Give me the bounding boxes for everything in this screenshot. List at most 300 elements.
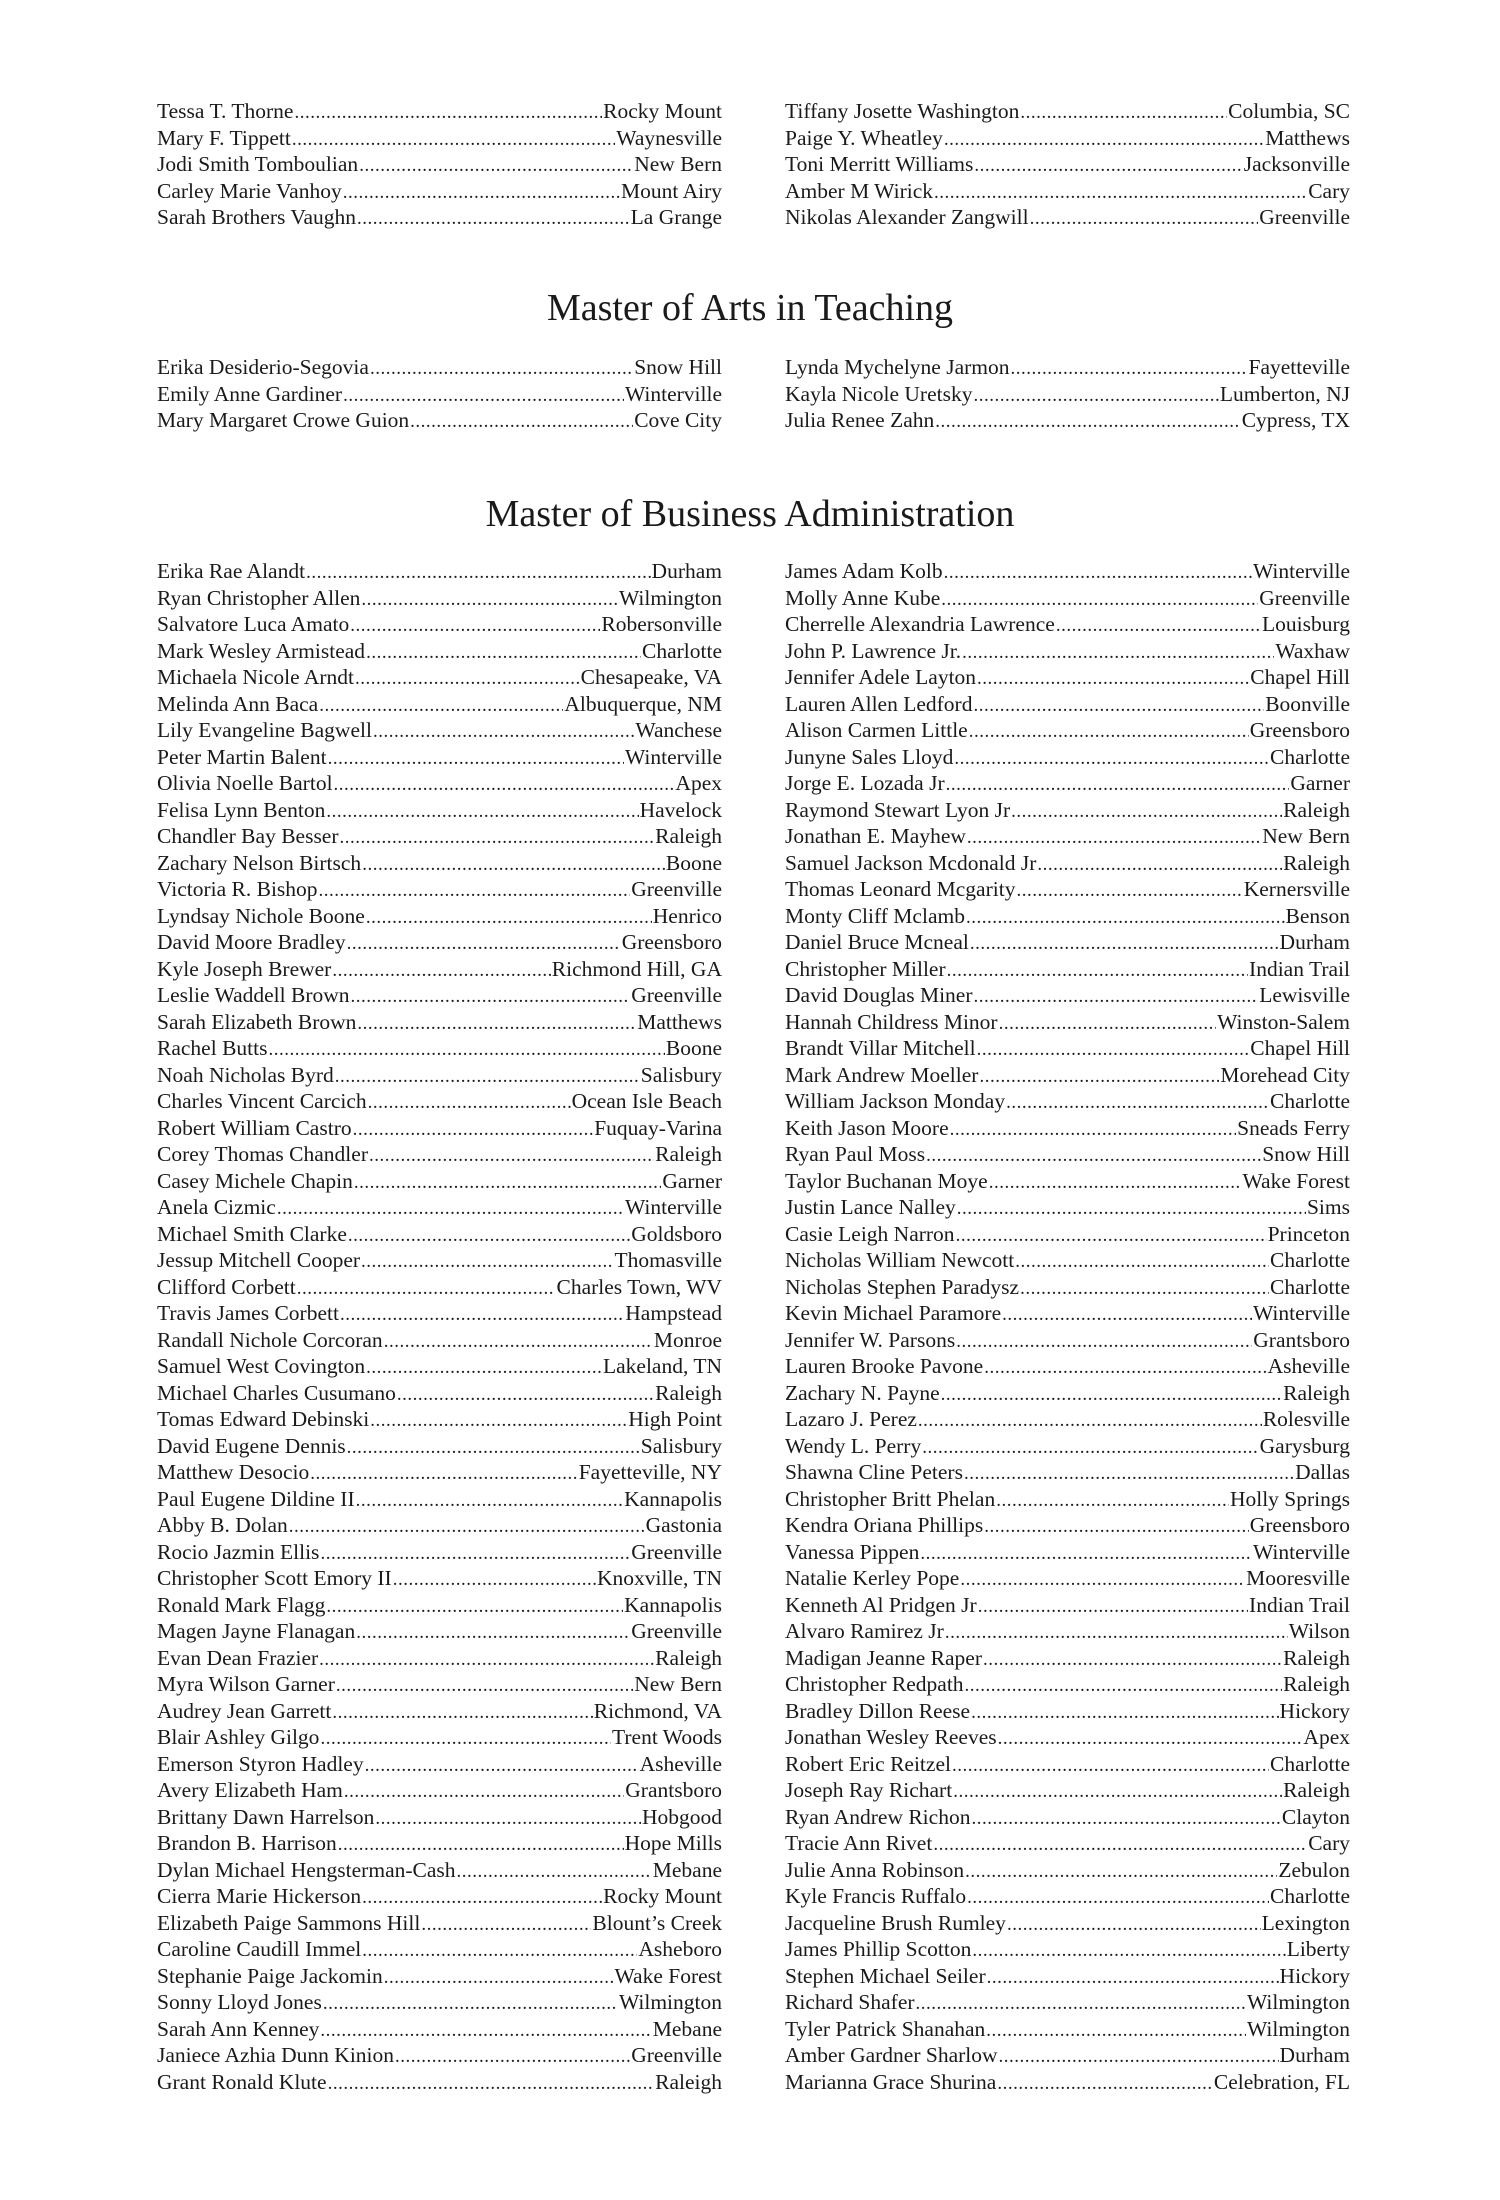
- dot-leader: [1056, 613, 1261, 638]
- graduate-entry: [157, 1830, 722, 1857]
- graduate-hometown: Snow Hill: [1262, 1142, 1350, 1166]
- graduate-entry: [157, 638, 722, 665]
- dot-leader: [384, 1965, 614, 1990]
- graduate-name: Jessup Mitchell Cooper: [157, 1248, 361, 1272]
- graduate-hometown: Indian Trail: [1249, 956, 1350, 981]
- dot-leader: [332, 1700, 592, 1725]
- dot-leader: [366, 1355, 602, 1380]
- graduate-name: Casey Michele Chapin: [157, 1168, 353, 1193]
- dot-leader: [947, 958, 1248, 983]
- graduate-entry: [785, 1327, 1350, 1354]
- graduate-hometown: Raleigh: [655, 1142, 722, 1166]
- graduate-name: Thomas Leonard Mcgarity: [785, 877, 1016, 901]
- graduate-hometown: Morehead City: [1220, 1062, 1350, 1087]
- dot-leader: [375, 1806, 641, 1831]
- graduate-entry: [785, 1592, 1350, 1619]
- graduate-hometown: Kernersville: [1243, 877, 1350, 901]
- graduate-entry: [785, 585, 1350, 612]
- graduate-entry: [785, 691, 1350, 718]
- graduate-entry: [157, 1512, 722, 1539]
- graduate-hometown: Cary: [1308, 1831, 1350, 1855]
- graduate-entry: [157, 558, 722, 585]
- graduate-name: Alvaro Ramirez Jr: [785, 1619, 944, 1643]
- graduate-name: Christopher Scott Emory II: [157, 1566, 392, 1590]
- graduate-name: Zachary N. Payne: [785, 1380, 940, 1405]
- graduate-entry: [157, 1141, 722, 1168]
- graduate-name: Julie Anna Robinson: [785, 1857, 965, 1882]
- graduate-name: Madigan Jeanne Raper: [785, 1645, 983, 1670]
- graduate-name: Zachary Nelson Birtsch: [157, 850, 362, 875]
- graduate-name: Tyler Patrick Shanahan: [785, 2016, 986, 2041]
- dot-leader: [353, 1117, 594, 1142]
- graduate-hometown: Fayetteville, NY: [578, 1460, 722, 1484]
- dot-leader: [957, 1196, 1306, 1221]
- graduate-hometown: Zebulon: [1278, 1857, 1350, 1882]
- graduate-entry: [157, 1910, 722, 1937]
- graduate-entry: [157, 1671, 722, 1698]
- graduate-name: Daniel Bruce Mcneal: [785, 930, 969, 954]
- graduate-name: Taylor Buchanan Moye: [785, 1168, 988, 1193]
- graduate-hometown: Wilmington: [1246, 1990, 1350, 2014]
- graduate-name: Lily Evangeline Bagwell: [157, 718, 372, 742]
- graduate-hometown: Hampstead: [625, 1301, 722, 1325]
- graduate-name: Rachel Butts: [157, 1036, 268, 1060]
- dot-leader: [1020, 1276, 1269, 1301]
- graduate-hometown: Cove City: [634, 408, 722, 432]
- graduate-hometown: Raleigh: [1283, 1645, 1350, 1670]
- graduate-hometown: Richmond Hill, GA: [551, 956, 722, 981]
- graduate-hometown: Liberty: [1286, 1937, 1350, 1961]
- graduate-entry: [157, 1565, 722, 1592]
- graduate-hometown: Charlotte: [1269, 1751, 1350, 1776]
- graduate-entry: [785, 1857, 1350, 1884]
- graduate-hometown: Mooresville: [1246, 1566, 1350, 1590]
- graduate-entry: [157, 876, 722, 903]
- graduate-name: Ryan Paul Moss: [785, 1142, 926, 1166]
- dot-leader: [996, 1488, 1229, 1513]
- graduate-name: Mark Andrew Moeller: [785, 1062, 979, 1087]
- graduate-name: David Moore Bradley: [157, 930, 346, 954]
- graduate-name: Jonathan Wesley Reeves: [785, 1725, 997, 1749]
- graduate-entry: [157, 1168, 722, 1195]
- graduate-name: Nicholas William Newcott: [785, 1248, 1015, 1272]
- dot-leader: [350, 613, 600, 638]
- dot-leader: [1016, 878, 1242, 903]
- graduate-name: Abby B. Dolan: [157, 1513, 288, 1537]
- graduate-name: Mary F. Tippett: [157, 125, 291, 150]
- graduate-hometown: New Bern: [634, 1672, 722, 1696]
- dot-leader: [926, 1143, 1261, 1168]
- graduate-entry: [157, 151, 722, 178]
- graduate-name: Charles Vincent Carcich: [157, 1089, 367, 1113]
- graduate-entry: [157, 1486, 722, 1513]
- graduate-name: Erika Desiderio-Segovia: [157, 355, 369, 379]
- dot-leader: [946, 772, 1290, 797]
- graduate-entry: [785, 1751, 1350, 1778]
- graduate-name: Joseph Ray Richart: [785, 1778, 953, 1802]
- graduate-name: Natalie Kerley Pope: [785, 1566, 960, 1590]
- graduate-hometown: Greensboro: [1249, 718, 1350, 742]
- graduate-hometown: Hope Mills: [624, 1831, 722, 1855]
- graduate-entry: [157, 2042, 722, 2069]
- dot-leader: [952, 1753, 1269, 1778]
- graduate-name: Carley Marie Vanhoy: [157, 178, 342, 203]
- graduate-entry: [157, 1115, 722, 1142]
- graduate-name: Evan Dean Frazier: [157, 1645, 319, 1670]
- graduate-name: Ryan Andrew Richon: [785, 1804, 971, 1829]
- graduate-name: Alison Carmen Little: [785, 718, 968, 742]
- dot-leader: [984, 1514, 1248, 1539]
- graduate-entry: [785, 1698, 1350, 1725]
- graduate-entry: [785, 638, 1350, 665]
- graduate-entry: [157, 1221, 722, 1248]
- dot-leader: [365, 1753, 639, 1778]
- dot-leader: [978, 1594, 1248, 1619]
- graduate-entry: [785, 1247, 1350, 1274]
- graduate-name: Emerson Styron Hadley: [157, 1751, 364, 1776]
- graduate-entry: [157, 1989, 722, 2016]
- graduate-name: Chandler Bay Besser: [157, 824, 339, 848]
- graduate-hometown: Greenville: [631, 877, 722, 901]
- graduate-hometown: Lexington: [1261, 1910, 1350, 1935]
- graduate-entry: [157, 956, 722, 983]
- graduate-entry: [157, 1433, 722, 1460]
- graduate-name: Blair Ashley Gilgo: [157, 1725, 320, 1749]
- graduate-name: Paige Y. Wheatley: [785, 125, 943, 150]
- graduate-hometown: Hickory: [1279, 1698, 1350, 1723]
- graduate-name: Kyle Joseph Brewer: [157, 956, 332, 981]
- dot-leader: [1006, 1090, 1269, 1115]
- graduate-hometown: Wilmington: [1246, 2016, 1350, 2041]
- graduate-name: James Phillip Scotton: [785, 1937, 972, 1961]
- graduate-hometown: Mebane: [652, 2016, 722, 2041]
- graduate-name: Hannah Childress Minor: [785, 1009, 998, 1034]
- dot-leader: [953, 1779, 1282, 1804]
- graduate-entry: [785, 1883, 1350, 1910]
- graduate-entry: [157, 1883, 722, 1910]
- graduate-entry: [785, 1088, 1350, 1115]
- graduate-entry: [157, 1353, 722, 1380]
- dot-leader: [336, 1673, 633, 1698]
- graduate-name: Michael Smith Clarke: [157, 1221, 347, 1246]
- graduate-name: Sarah Elizabeth Brown: [157, 1009, 357, 1034]
- dot-leader: [306, 560, 650, 585]
- graduate-entry: [785, 664, 1350, 691]
- graduate-entry: [157, 929, 722, 956]
- graduate-entry: [157, 2069, 722, 2096]
- dot-leader: [334, 772, 675, 797]
- graduate-entry: [157, 717, 722, 744]
- graduate-hometown: Boone: [665, 850, 722, 875]
- dot-leader: [351, 984, 631, 1009]
- dot-leader: [340, 1302, 624, 1327]
- graduate-hometown: Sneads Ferry: [1237, 1115, 1350, 1140]
- graduate-entry: [785, 1274, 1350, 1301]
- graduate-hometown: Wilson: [1288, 1619, 1350, 1643]
- graduate-hometown: Charlotte: [1269, 1274, 1350, 1299]
- graduate-name: Stephen Michael Seiler: [785, 1963, 986, 1988]
- dot-leader: [966, 905, 1285, 930]
- graduate-hometown: Raleigh: [655, 2069, 722, 2094]
- graduate-hometown: Wake Forest: [1242, 1168, 1350, 1193]
- graduate-hometown: Raleigh: [1283, 1672, 1350, 1696]
- graduate-entry: [785, 1009, 1350, 1036]
- graduate-entry: [785, 1724, 1350, 1751]
- graduate-name: Randall Nichole Corcoran: [157, 1327, 383, 1352]
- dot-leader: [971, 1806, 1280, 1831]
- graduate-hometown: Raleigh: [655, 1645, 722, 1670]
- graduate-entry: [785, 1035, 1350, 1062]
- graduate-hometown: Raleigh: [1283, 797, 1350, 822]
- graduate-name: Leslie Waddell Brown: [157, 983, 350, 1007]
- dot-leader: [979, 1064, 1219, 1089]
- dot-leader: [320, 2018, 651, 2043]
- graduate-name: Brittany Dawn Harrelson: [157, 1804, 375, 1829]
- graduate-name: Anela Cizmic: [157, 1195, 276, 1219]
- dot-leader: [999, 1011, 1217, 1036]
- graduate-name: Molly Anne Kube: [785, 585, 941, 610]
- graduate-hometown: Clayton: [1281, 1804, 1350, 1829]
- graduate-name: Junyne Sales Lloyd: [785, 744, 954, 769]
- graduate-name: Clifford Corbett: [157, 1274, 296, 1299]
- graduate-entry: [157, 1857, 722, 1884]
- graduate-entry: [157, 1035, 722, 1062]
- dot-leader: [366, 640, 641, 665]
- graduate-hometown: Indian Trail: [1249, 1592, 1350, 1617]
- graduate-entry: [157, 1406, 722, 1433]
- graduate-entry: [157, 1459, 722, 1486]
- graduate-entry: [157, 1194, 722, 1221]
- graduate-name: Victoria R. Bishop: [157, 877, 318, 901]
- graduate-name: Samuel Jackson Mcdonald Jr: [785, 850, 1037, 875]
- graduate-name: Emily Anne Gardiner: [157, 381, 343, 406]
- graduate-hometown: Havelock: [639, 797, 722, 822]
- dot-leader: [916, 1991, 1246, 2016]
- dot-leader: [320, 1726, 611, 1751]
- graduate-entry: [785, 1406, 1350, 1433]
- graduate-name: Marianna Grace Shurina: [785, 2069, 997, 2094]
- graduate-name: Monty Cliff Mclamb: [785, 903, 965, 928]
- dot-leader: [987, 1965, 1279, 1990]
- graduate-hometown: Kannapolis: [624, 1592, 722, 1617]
- graduate-hometown: Winterville: [624, 744, 722, 769]
- graduate-hometown: Trent Woods: [612, 1725, 722, 1749]
- graduate-hometown: Rocky Mount: [603, 99, 722, 123]
- graduate-name: Christopher Britt Phelan: [785, 1486, 996, 1511]
- graduate-hometown: Apex: [675, 771, 722, 795]
- graduate-name: Erika Rae Alandt: [157, 559, 306, 583]
- graduate-hometown: High Point: [628, 1407, 722, 1431]
- dot-leader: [343, 383, 624, 408]
- top-right-column: [785, 98, 1350, 231]
- graduate-hometown: Princeton: [1267, 1221, 1350, 1246]
- graduate-hometown: Gastonia: [645, 1513, 722, 1537]
- graduate-hometown: Snow Hill: [634, 355, 722, 379]
- graduate-name: Ronald Mark Flagg: [157, 1592, 326, 1617]
- dot-leader: [971, 1700, 1278, 1725]
- graduate-entry: [157, 585, 722, 612]
- dot-leader: [370, 1408, 627, 1433]
- graduate-entry: [785, 823, 1350, 850]
- dot-leader: [319, 693, 563, 718]
- graduate-hometown: Asheboro: [638, 1937, 722, 1961]
- graduate-hometown: Greensboro: [621, 930, 722, 954]
- graduate-entry: [157, 770, 722, 797]
- dot-leader: [328, 2071, 655, 2096]
- graduate-name: Lauren Allen Ledford: [785, 691, 973, 716]
- graduate-name: Kyle Francis Ruffalo: [785, 1884, 967, 1908]
- graduate-entry: [785, 1433, 1350, 1460]
- graduate-entry: [785, 876, 1350, 903]
- graduate-hometown: Raleigh: [1283, 1380, 1350, 1405]
- graduate-hometown: Charlotte: [1269, 1248, 1350, 1272]
- graduate-name: David Douglas Miner: [785, 983, 973, 1007]
- graduate-hometown: Greensboro: [1249, 1513, 1350, 1537]
- dot-leader: [956, 1223, 1267, 1248]
- graduate-name: Elizabeth Paige Sammons Hill: [157, 1910, 421, 1935]
- dot-leader: [355, 666, 580, 691]
- dot-leader: [393, 1567, 596, 1592]
- graduate-hometown: Waynesville: [616, 125, 722, 150]
- graduate-entry: [785, 1486, 1350, 1513]
- dot-leader: [319, 878, 631, 903]
- graduate-entry: [785, 1804, 1350, 1831]
- graduate-hometown: Chesapeake, VA: [580, 665, 722, 689]
- graduate-entry: [785, 354, 1350, 381]
- graduate-name: Paul Eugene Dildine II: [157, 1486, 355, 1511]
- graduate-name: Matthew Desocio: [157, 1460, 310, 1484]
- graduate-name: Vanessa Pippen: [785, 1539, 920, 1564]
- graduate-hometown: Matthews: [1265, 125, 1350, 150]
- dot-leader: [354, 1170, 661, 1195]
- graduate-hometown: Rolesville: [1262, 1407, 1350, 1431]
- dot-leader: [977, 666, 1249, 691]
- graduate-name: Christopher Miller: [785, 956, 946, 981]
- graduate-entry: [785, 2042, 1350, 2069]
- graduate-entry: [157, 1327, 722, 1354]
- graduate-name: James Adam Kolb: [785, 559, 943, 583]
- graduate-hometown: Waxhaw: [1275, 638, 1350, 663]
- graduate-hometown: Greenville: [1259, 585, 1350, 610]
- graduate-name: Olivia Noelle Bartol: [157, 771, 333, 795]
- graduate-hometown: Greenville: [631, 2043, 722, 2067]
- dot-leader: [344, 1779, 624, 1804]
- graduate-name: Travis James Corbett: [157, 1301, 339, 1325]
- graduate-name: Wendy L. Perry: [785, 1433, 922, 1458]
- graduate-name: Justin Lance Nalley: [785, 1195, 956, 1219]
- dot-leader: [340, 825, 655, 850]
- mat-left-column: [157, 354, 722, 434]
- graduate-name: Jennifer Adele Layton: [785, 665, 977, 689]
- graduate-hometown: Apex: [1303, 1725, 1350, 1749]
- graduate-name: Brandt Villar Mitchell: [785, 1036, 976, 1060]
- graduate-name: Mark Wesley Armistead: [157, 638, 366, 663]
- graduate-hometown: Holly Springs: [1229, 1486, 1350, 1511]
- graduate-name: John P. Lawrence Jr.: [785, 638, 962, 663]
- graduate-entry: [157, 850, 722, 877]
- graduate-entry: [157, 1963, 722, 1990]
- graduate-name: Richard Shafer: [785, 1990, 915, 2014]
- graduate-name: Lyndsay Nichole Boone: [157, 903, 365, 928]
- dot-leader: [277, 1196, 624, 1221]
- dot-leader: [970, 931, 1279, 956]
- graduate-entry: [157, 1618, 722, 1645]
- graduate-name: Amber Gardner Sharlow: [785, 2043, 998, 2067]
- dot-leader: [1002, 1302, 1252, 1327]
- graduate-hometown: Charlotte: [641, 638, 722, 663]
- graduate-entry: [785, 151, 1350, 178]
- graduate-hometown: Hickory: [1279, 1963, 1350, 1988]
- graduate-hometown: Chapel Hill: [1250, 665, 1350, 689]
- graduate-hometown: Matthews: [637, 1009, 722, 1034]
- graduate-name: Rocio Jazmin Ellis: [157, 1539, 320, 1564]
- mba-section-title: Master of Business Administration: [485, 493, 1015, 535]
- dot-leader: [356, 1488, 623, 1513]
- graduate-entry: [157, 2016, 722, 2043]
- graduate-hometown: Wilmington: [618, 585, 722, 610]
- graduate-hometown: Ocean Isle Beach: [571, 1089, 722, 1113]
- dot-leader: [395, 2044, 630, 2069]
- graduate-entry: [785, 1671, 1350, 1698]
- graduate-name: Corey Thomas Chandler: [157, 1142, 368, 1166]
- graduate-hometown: Kannapolis: [624, 1486, 722, 1511]
- graduate-name: Mary Margaret Crowe Guion: [157, 408, 410, 432]
- graduate-entry: [785, 1512, 1350, 1539]
- graduate-hometown: Charlotte: [1269, 1089, 1350, 1113]
- graduate-hometown: Winterville: [624, 381, 722, 406]
- dot-leader: [960, 1567, 1245, 1592]
- graduate-name: Sarah Brothers Vaughn: [157, 205, 357, 229]
- graduate-hometown: Lumberton, NJ: [1219, 381, 1350, 406]
- graduate-entry: [785, 717, 1350, 744]
- dot-leader: [361, 587, 618, 612]
- dot-leader: [934, 180, 1307, 205]
- graduate-hometown: Robersonville: [601, 612, 722, 636]
- graduate-entry: [785, 611, 1350, 638]
- graduate-name: Raymond Stewart Lyon Jr: [785, 797, 1011, 822]
- graduate-name: Stephanie Paige Jackomin: [157, 1963, 383, 1988]
- graduate-name: Kayla Nicole Uretsky: [785, 381, 973, 406]
- graduate-name: Bradley Dillon Reese: [785, 1698, 971, 1723]
- dot-leader: [410, 409, 633, 434]
- graduate-entry: [785, 381, 1350, 408]
- graduate-name: Cierra Marie Hickerson: [157, 1884, 362, 1908]
- graduate-hometown: Mebane: [652, 1857, 722, 1882]
- graduate-hometown: Asheville: [1267, 1354, 1350, 1378]
- dot-leader: [347, 931, 621, 956]
- graduate-name: Casie Leigh Narron: [785, 1221, 955, 1246]
- top-left-column: [157, 98, 722, 231]
- graduate-hometown: Winterville: [1252, 559, 1350, 583]
- dot-leader: [319, 1647, 654, 1672]
- dot-leader: [361, 1249, 613, 1274]
- graduate-entry: [157, 1698, 722, 1725]
- dot-leader: [933, 1832, 1307, 1857]
- dot-leader: [920, 1541, 1252, 1566]
- graduate-entry: [157, 823, 722, 850]
- graduate-name: Cherrelle Alexandria Lawrence: [785, 612, 1055, 636]
- graduate-hometown: Louisburg: [1262, 612, 1350, 636]
- graduate-name: Michaela Nicole Arndt: [157, 665, 355, 689]
- dot-leader: [326, 1594, 623, 1619]
- graduate-entry: [785, 744, 1350, 771]
- graduate-entry: [785, 98, 1350, 125]
- dot-leader: [1015, 1249, 1269, 1274]
- graduate-entry: [157, 178, 722, 205]
- dot-leader: [347, 1435, 640, 1460]
- graduate-entry: [157, 1088, 722, 1115]
- dot-leader: [1011, 799, 1282, 824]
